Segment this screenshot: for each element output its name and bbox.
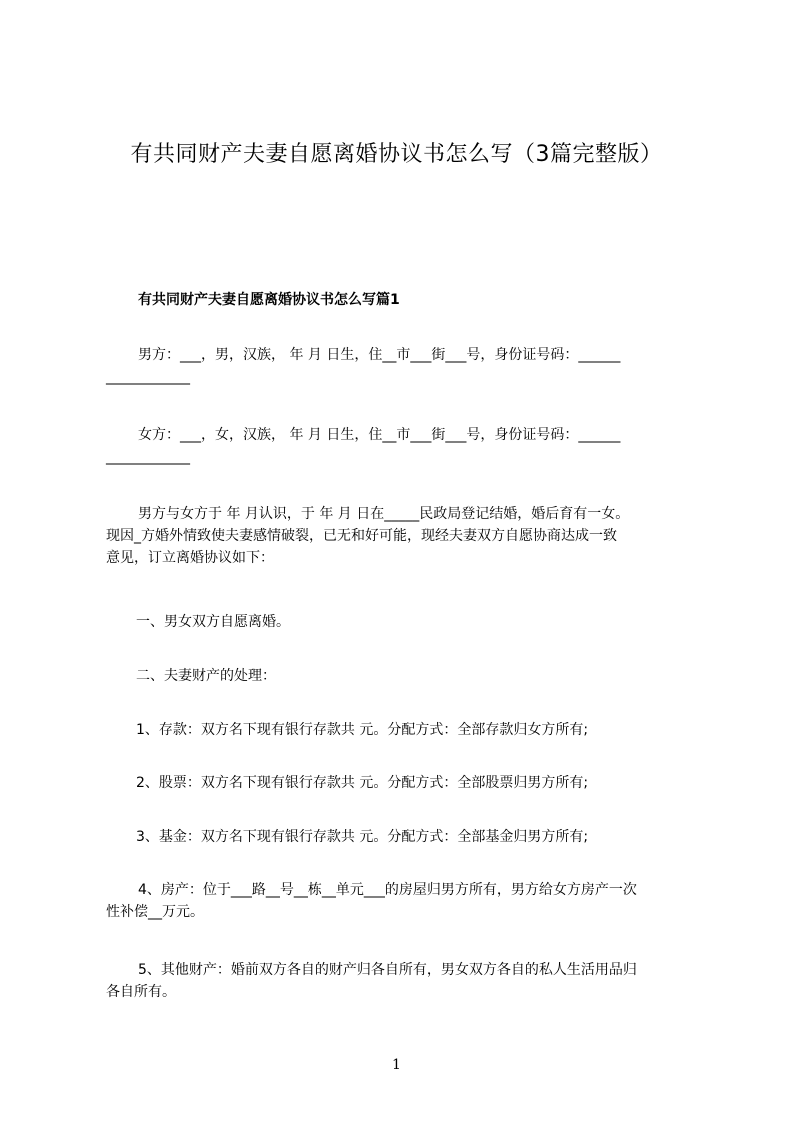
other-property-line-2: 各自所有。 (106, 984, 176, 1000)
clause-paragraph (106, 772, 711, 794)
clause-paragraph (106, 611, 711, 633)
intro-paragraph (106, 503, 711, 569)
male-party-line-2: ____________ (106, 369, 190, 385)
clause-paragraph (106, 719, 711, 741)
property-clause-line-2: 性补偿__万元。 (106, 904, 204, 920)
female-party-paragraph (106, 424, 711, 468)
deposit-clause-text: 1、存款：双方名下现有银行存款共 元。分配方式：全部存款归女方所有; (136, 722, 589, 738)
other-property-line-1: 5、其他财产：婚前双方各自的财产归各自所有，男女双方各自的私人生活用品归 (138, 962, 637, 978)
clause-paragraph (106, 826, 711, 848)
clause-paragraph (106, 879, 711, 923)
female-party-line-2: ____________ (106, 449, 190, 465)
page-number: 1 (392, 1057, 401, 1073)
male-party-line-1: 男方：___，男，汉族， 年 月 日生，住__市___街___号，身份证号码：______ (138, 347, 621, 363)
intro-line-1: 男方与女方于 年 月认识，于 年 月 日在_____民政局登记结婚，婚后育有一女。 (138, 506, 630, 522)
female-party-line-1: 女方：___，女，汉族， 年 月 日生，住__市___街___号，身份证号码：______ (138, 427, 621, 443)
clause-2-text: 二、夫妻财产的处理： (136, 668, 276, 684)
male-party-paragraph (106, 344, 711, 388)
intro-line-3: 意见，订立离婚协议如下： (106, 550, 274, 566)
intro-line-2: 现因_方婚外情致使夫妻感情破裂，已无和好可能，现经夫妻双方自愿协商达成一致 (106, 528, 617, 544)
section-heading: 有共同财产夫妻自愿离婚协议书怎么写篇1 (138, 292, 400, 308)
property-clause-line-1: 4、房产：位于___路__号__栋__单元___的房屋归男方所有，男方给女方房产一次 (138, 882, 637, 898)
document-title: 有共同财产夫妻自愿离婚协议书怎么写（3篇完整版） (130, 142, 663, 167)
stock-clause-text: 2、股票：双方名下现有银行存款共 元。分配方式：全部股票归男方所有; (136, 775, 589, 791)
clause-1-text: 一、男女双方自愿离婚。 (136, 614, 290, 630)
clause-paragraph (106, 665, 711, 687)
clause-paragraph (106, 959, 711, 1003)
fund-clause-text: 3、基金：双方名下现有银行存款共 元。分配方式：全部基金归男方所有; (136, 829, 589, 845)
